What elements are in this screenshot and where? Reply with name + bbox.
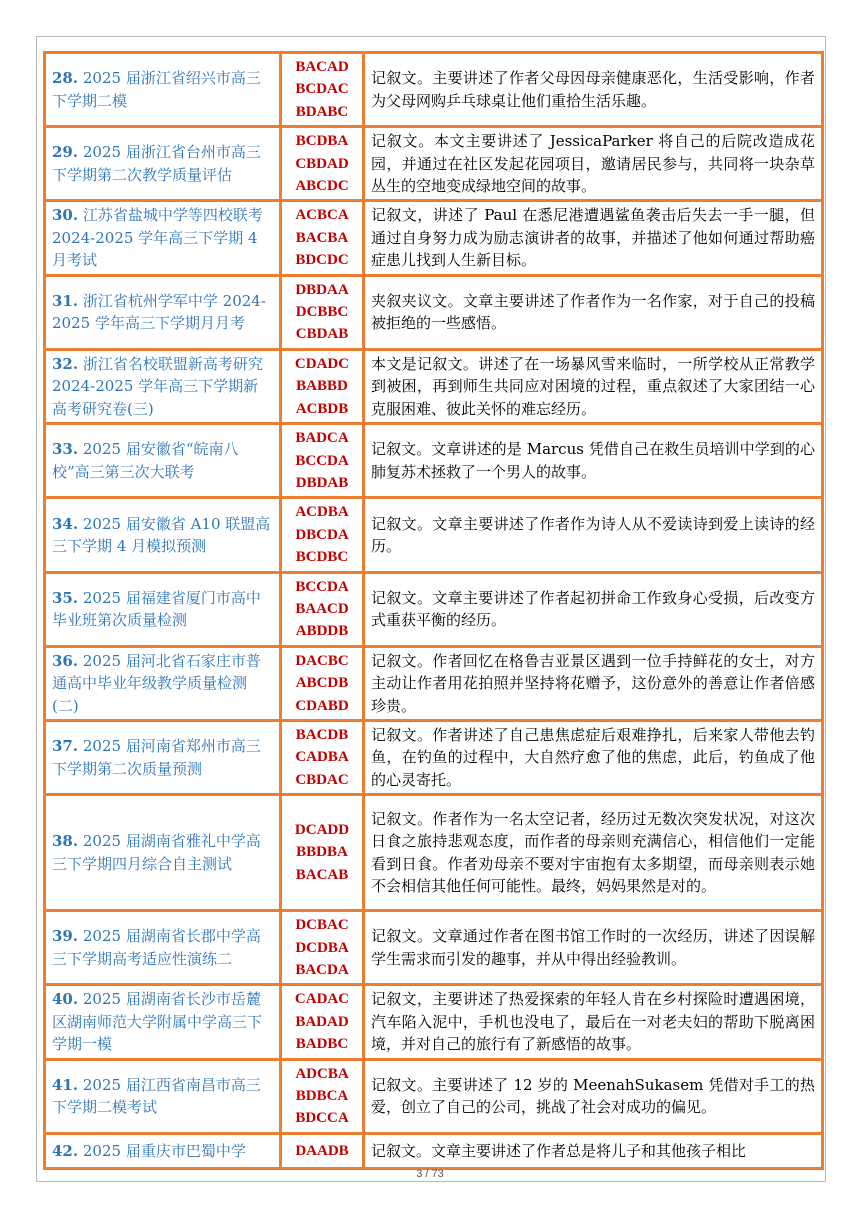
answer-group: CADAC xyxy=(294,991,350,1008)
table-row xyxy=(45,498,823,572)
answer-group: ACBDB xyxy=(295,400,349,417)
question-number: 40. xyxy=(52,990,79,1009)
question-number: 29. xyxy=(52,143,79,162)
answer-group: ACBCA xyxy=(295,207,349,224)
passage-summary-cell: 本文是记叙文。讲述了在一场暴风雪来临时，一所学校从正常教学到被困，再到师生共同应对困境的过程，重点叙述了大家团结一心克服困难、彼此关怀的难忘经历。 xyxy=(364,349,823,423)
passage-summary-cell: 夹叙夹议文。文章主要讲述了作者作为一名作家，对于自己的投稿被拒绝的一些感悟。 xyxy=(364,275,823,349)
exam-source-cell xyxy=(45,275,281,349)
exam-source-cell xyxy=(45,646,281,720)
answer-group: BACDA xyxy=(295,962,349,978)
answer-key-cell xyxy=(281,720,364,794)
answer-key-cell xyxy=(281,349,364,423)
table-row xyxy=(45,275,823,349)
exam-source-text: 2025 届河北省石家庄市普通高中毕业年级教学质量检测(二) xyxy=(52,651,261,715)
answer-group: ABDDB xyxy=(295,623,349,640)
question-number: 42. xyxy=(52,1141,79,1160)
passage-summary-cell: 记叙文。文章主要讲述了作者作为诗人从不爱读诗到爱上读诗的经历。 xyxy=(364,498,823,572)
answer-group: CBDAB xyxy=(295,326,349,343)
answer-group: CBDAD xyxy=(295,155,349,172)
answer-group: ADCBA xyxy=(295,1065,349,1082)
exam-source-cell xyxy=(45,127,281,201)
table-row xyxy=(45,349,823,423)
answer-key-cell xyxy=(281,911,364,985)
exam-source-cell xyxy=(45,795,281,911)
answer-group: BADAD xyxy=(295,1013,349,1030)
exam-source-cell xyxy=(45,424,281,498)
question-number: 34. xyxy=(52,514,79,533)
table-row xyxy=(45,1133,823,1168)
table-row xyxy=(45,795,823,911)
exam-source-cell xyxy=(45,1059,281,1133)
answer-group: DBDAB xyxy=(295,474,349,491)
table-row xyxy=(45,53,823,127)
question-number: 37. xyxy=(52,737,79,756)
exam-source-text: 2025 届湖南省长郡中学高三下学期高考适应性演练二 xyxy=(52,927,261,968)
question-number: 32. xyxy=(52,354,79,373)
table-body xyxy=(45,53,823,1169)
exam-source-cell xyxy=(45,720,281,794)
answer-group: BADBC xyxy=(295,1036,349,1053)
answer-key-cell xyxy=(281,498,364,572)
exam-source-cell xyxy=(45,985,281,1059)
passage-summary-cell: 记叙文。文章主要讲述了作者起初拼命工作致身心受损，后改变方式重获平衡的经历。 xyxy=(364,572,823,646)
passage-summary-cell: 记叙文。文章主要讲述了作者总是将儿子和其他孩子相比 xyxy=(364,1133,823,1168)
table-row xyxy=(45,1059,823,1133)
answer-key-cell xyxy=(281,795,364,911)
answer-group: BACDB xyxy=(295,726,349,743)
passage-summary-cell: 记叙文。作者回忆在格鲁吉亚景区遇到一位手持鲜花的女士，对方主动让作者用花拍照并坚持将花赠予，这份意外的善意让作者倍感珍贵。 xyxy=(364,646,823,720)
table-row xyxy=(45,424,823,498)
exam-source-text: 2025 届湖南省雅礼中学高三下学期四月综合自主测试 xyxy=(52,832,261,873)
exam-source-cell xyxy=(45,1133,281,1168)
answer-group: BACBA xyxy=(295,229,349,246)
exam-source-cell xyxy=(45,911,281,985)
passage-summary-cell: 记叙文，主要讲述了热爱探索的年轻人肯在乡村探险时遭遇困境，汽车陷入泥中，手机也没电了，最后在一对老夫妇的帮助下脱离困境，并对自己的旅行有了新感悟的故事。 xyxy=(364,985,823,1059)
question-number: 38. xyxy=(52,832,79,851)
answer-group: DCBAC xyxy=(295,917,349,934)
passage-summary-cell: 记叙文。文章讲述的是 Marcus 凭借自己在救生员培训中学到的心肺复苏术拯救了一个男人的故事。 xyxy=(364,424,823,498)
exam-source-cell xyxy=(45,201,281,275)
answer-group: DCADD xyxy=(294,822,350,839)
answer-key-cell xyxy=(281,424,364,498)
table-row xyxy=(45,911,823,985)
exam-source-cell xyxy=(45,498,281,572)
question-number: 28. xyxy=(52,69,79,88)
answer-key-cell xyxy=(281,1059,364,1133)
answer-group: DBDAA xyxy=(295,281,349,298)
table-row xyxy=(45,985,823,1059)
exam-source-text: 浙江省杭州学军中学 2024-2025 学年高三下学期月月考 xyxy=(52,291,266,333)
exam-source-text: 2025 届重庆市巴蜀中学 xyxy=(78,1141,246,1160)
answer-group: CBDAC xyxy=(295,771,349,788)
answer-key-cell xyxy=(281,572,364,646)
exam-source-cell xyxy=(45,349,281,423)
answer-table xyxy=(43,51,824,1170)
exam-source-text: 2025 届湖南省长沙市岳麓区湖南师范大学附属中学高三下学期一模 xyxy=(52,990,263,1054)
answer-group: BCDBA xyxy=(295,133,349,150)
answer-group: DAADB xyxy=(295,1142,349,1159)
answer-group: BDCCA xyxy=(295,1110,349,1127)
table-row xyxy=(45,720,823,794)
answer-group: BACAB xyxy=(295,866,349,883)
question-number: 33. xyxy=(52,440,79,459)
answer-key-cell xyxy=(281,201,364,275)
answer-group: DBCDA xyxy=(295,526,349,543)
exam-source-text: 2025 届江西省南昌市高三下学期二模考试 xyxy=(52,1075,261,1117)
passage-summary-cell: 记叙文。本文主要讲述了 JessicaParker 将自己的后院改造成花园，并通过在社区发起花园项目，邀请居民参与，共同将一块杂草丛生的空地变成绿地空间的故事。 xyxy=(364,127,823,201)
answer-group: CDADC xyxy=(294,355,350,372)
exam-source-text: 2025 届浙江省台州市高三下学期第二次教学质量评估 xyxy=(52,143,261,184)
exam-source-text: 2025 届福建省厦门市高中毕业班第次质量检测 xyxy=(52,588,261,630)
exam-source-text: 2025 届河南省郑州市高三下学期第二次质量预测 xyxy=(52,737,261,778)
answer-key-cell xyxy=(281,127,364,201)
exam-source-text: 2025 届安徽省“皖南八校”高三第三次大联考 xyxy=(52,440,239,481)
exam-source-text: 浙江省名校联盟新高考研究 2024-2025 学年高三下学期新高考研究卷(三) xyxy=(52,354,263,418)
passage-summary-cell: 记叙文。作者讲述了自己患焦虑症后艰难挣扎，后来家人带他去钓鱼，在钓鱼的过程中，大自然疗愈了他的焦虑，此后，钓鱼成了他的心灵寄托。 xyxy=(364,720,823,794)
question-number: 35. xyxy=(52,588,79,607)
answer-group: CADBA xyxy=(295,749,349,766)
question-number: 30. xyxy=(52,206,79,225)
passage-summary-cell: 记叙文。文章通过作者在图书馆工作时的一次经历，讲述了因误解学生需求而引发的趣事，并从中得出经验教训。 xyxy=(364,911,823,985)
answer-group: BADCA xyxy=(295,430,349,447)
answer-group: DCDBA xyxy=(295,939,349,956)
answer-group: BACAD xyxy=(295,59,349,75)
answer-key-cell xyxy=(281,646,364,720)
exam-source-text: 2025 届安徽省 A10 联盟高三下学期 4 月模拟预测 xyxy=(52,514,271,555)
exam-source-text: 江苏省盐城中学等四校联考 2024-2025 学年高三下学期 4 月考试 xyxy=(52,206,263,270)
passage-summary-cell: 记叙文。主要讲述了 12 岁的 MeenahSukasem 凭借对手工的热爱，创立了自己的公司，挑战了社会对成功的偏见。 xyxy=(364,1059,823,1133)
exam-source-cell xyxy=(45,572,281,646)
answer-group: BCCDA xyxy=(295,452,349,469)
answer-group: ABCDB xyxy=(295,675,349,692)
table-row xyxy=(45,572,823,646)
page-number: 3 / 73 xyxy=(416,1168,444,1180)
question-number: 39. xyxy=(52,927,79,946)
answer-group: BCDBC xyxy=(295,549,349,566)
answer-group: ACDBA xyxy=(295,504,349,521)
answer-group: BCDAC xyxy=(295,81,349,98)
table-row xyxy=(45,201,823,275)
answer-group: DCBBC xyxy=(295,304,349,321)
answer-group: BAACD xyxy=(295,600,349,617)
passage-summary-cell: 记叙文，讲述了 Paul 在悉尼港遭遇鲨鱼袭击后失去一手一腿，但通过自身努力成为励志演讲者的故事，并描述了他如何通过帮助癌症患儿找到人生新目标。 xyxy=(364,201,823,275)
passage-summary-cell: 记叙文。主要讲述了作者父母因母亲健康恶化，生活受影响，作者为父母网购乒乓球桌让他们重拾生活乐趣。 xyxy=(364,53,823,127)
answer-key-cell xyxy=(281,985,364,1059)
answer-group: BCCDA xyxy=(295,578,349,595)
answer-group: DACBC xyxy=(295,652,349,669)
exam-source-cell xyxy=(45,53,281,127)
question-number: 31. xyxy=(52,291,79,310)
answer-group: CDABD xyxy=(295,697,349,714)
answer-key-cell xyxy=(281,275,364,349)
answer-group: ABCDC xyxy=(295,178,349,195)
answer-key-cell xyxy=(281,1133,364,1168)
table-row xyxy=(45,127,823,201)
question-number: 36. xyxy=(52,651,79,670)
passage-summary-cell: 记叙文。作者作为一名太空记者，经历过无数次突发状况，对这次日食之旅持悲观态度，而作者的母亲则充满信心，相信他们一定能看到日食。作者劝母亲不要对宇宙抱有太多期望，而母亲则表示她不会相信其他任何可能性。最终，妈妈果然是对的。 xyxy=(364,795,823,911)
answer-group: BDCDC xyxy=(295,252,349,269)
exam-source-text: 2025 届浙江省绍兴市高三下学期二模 xyxy=(52,69,261,110)
answer-group: BBDBA xyxy=(296,844,348,861)
answer-key-cell xyxy=(281,53,364,127)
answer-group: BDBCA xyxy=(295,1088,349,1105)
table-row xyxy=(45,646,823,720)
answer-group: BDABC xyxy=(295,103,349,120)
question-number: 41. xyxy=(52,1075,79,1094)
answer-group: BABBD xyxy=(296,378,348,395)
